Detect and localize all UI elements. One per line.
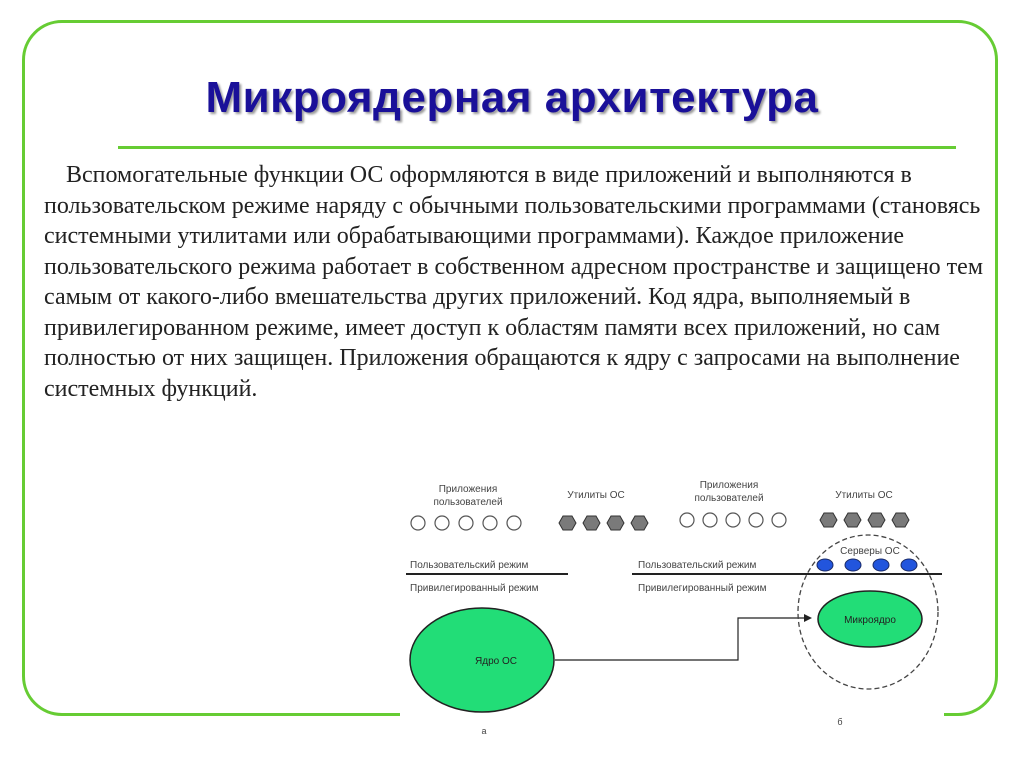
a-kernel-label: Ядро ОС [475, 656, 517, 667]
a-os-utilities [559, 516, 648, 530]
a-caption: а [481, 726, 487, 736]
app-circle [483, 516, 497, 530]
app-circle [459, 516, 473, 530]
b-apps-label-line1: Приложения [699, 480, 759, 491]
utility-hexagon [583, 516, 600, 530]
arrow-head [804, 614, 812, 622]
app-circle [680, 513, 694, 527]
utility-hexagon [868, 513, 885, 527]
slide-body-text: Вспомогательные функции ОС оформляются в виде приложений и выполняются в пользовательском режиме наряду с обычными пользовательскими программами (становясь системными утилитами или обрабатывающими программами). Каждое приложение пользовательского режима работает в собственном адресном пространстве и защищено тем самым от какого-либо вмешательства других приложений. Код ядра, выполняемый в привилегированном режиме, имеет доступ к областям памяти всех приложений, но сам полностью от них защищен. Приложения обращаются к ядру с запросами на выполнение системных функций. [44, 162, 984, 402]
server-dot [845, 559, 861, 571]
slide-title: Микроядерная архитектура [205, 73, 819, 122]
app-circle [726, 513, 740, 527]
b-servers-label: Серверы ОС [840, 546, 900, 557]
a-priv-mode-label: Привилегированный режим [410, 583, 539, 594]
b-priv-mode-label: Привилегированный режим [638, 583, 767, 594]
title-divider [118, 146, 956, 149]
utility-hexagon [631, 516, 648, 530]
utility-hexagon [559, 516, 576, 530]
a-apps-label-line2: пользователей [433, 497, 503, 508]
b-os-servers [817, 559, 917, 571]
app-circle [435, 516, 449, 530]
architecture-diagram [400, 468, 944, 767]
b-caption: б [837, 717, 843, 727]
app-circle [749, 513, 763, 527]
app-circle [772, 513, 786, 527]
utility-hexagon [892, 513, 909, 527]
a-user-mode-label: Пользовательский режим [410, 560, 529, 571]
utility-hexagon [607, 516, 624, 530]
a-user-apps [411, 516, 521, 530]
b-user-apps [680, 513, 786, 527]
app-circle [703, 513, 717, 527]
a-utils-label: Утилиты ОС [567, 490, 625, 501]
a-apps-label-line1: Приложения [438, 484, 498, 495]
server-dot [817, 559, 833, 571]
app-circle [507, 516, 521, 530]
server-dot [901, 559, 917, 571]
b-os-utilities [820, 513, 909, 527]
transition-arrow [555, 618, 805, 660]
utility-hexagon [820, 513, 837, 527]
b-utils-label: Утилиты ОС [835, 490, 893, 501]
server-dot [873, 559, 889, 571]
b-apps-label-line2: пользователей [694, 493, 764, 504]
utility-hexagon [844, 513, 861, 527]
b-microkernel-label: Микроядро [844, 615, 896, 626]
app-circle [411, 516, 425, 530]
b-user-mode-label: Пользовательский режим [638, 560, 757, 571]
